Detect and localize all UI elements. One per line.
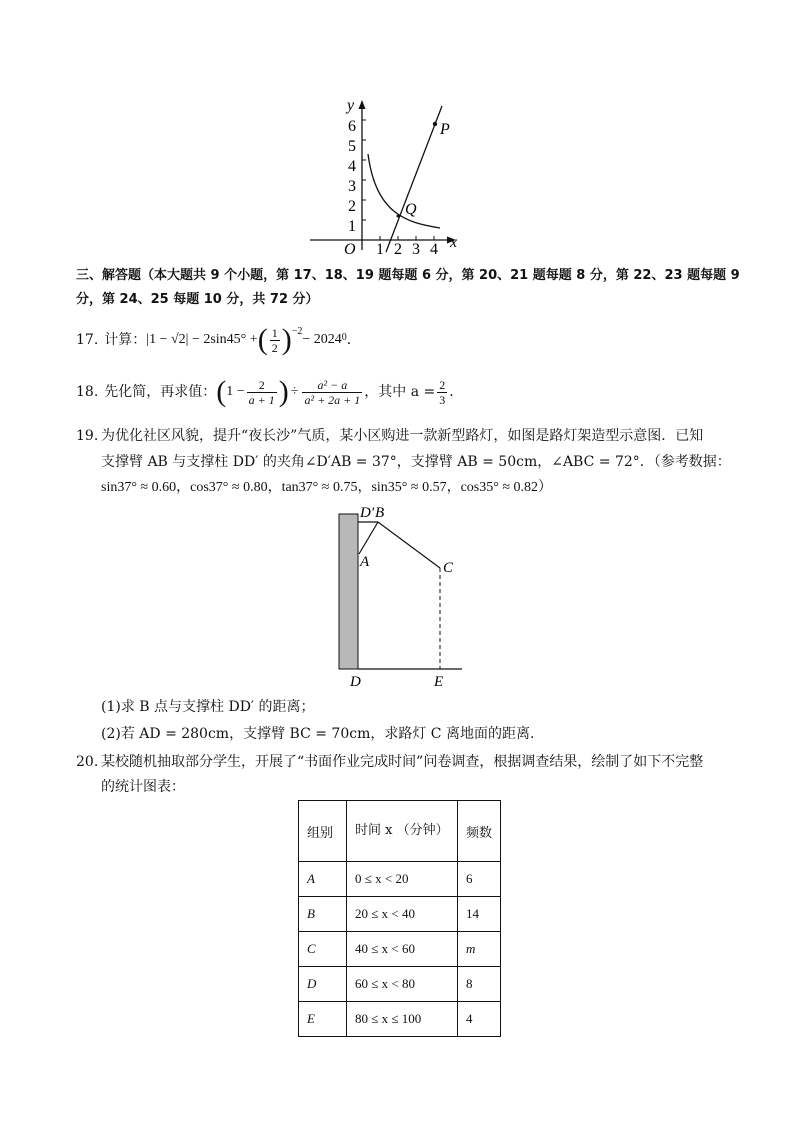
- line-pq: [386, 106, 442, 252]
- street-lamp-diagram: [330, 500, 470, 690]
- q18-number: 18.: [76, 384, 99, 400]
- table-cell: 60 ≤ x < 80: [347, 967, 458, 1002]
- table-header-row: [299, 801, 501, 862]
- table-header-cell: 组别: [299, 801, 347, 862]
- y-tick-label: 3: [348, 178, 356, 195]
- y-tick-label: 1: [348, 218, 356, 235]
- q17-expr-part1: |1 − √2| − 2sin45° +: [146, 332, 258, 347]
- label-c: C: [443, 560, 454, 576]
- q18-end: .: [449, 384, 454, 400]
- label-d-prime: D′: [360, 505, 375, 521]
- q17-fraction: $\frac{1}{2}$: [271, 325, 278, 355]
- table-cell: m: [458, 932, 501, 967]
- y-tick-label: 6: [348, 118, 356, 135]
- table-cell: E: [299, 1002, 347, 1037]
- q17-number: 17.: [76, 332, 99, 348]
- q19-line2: 支撑臂 AB 与支撑柱 DD′ 的夹角∠D′AB = 37°，支撑臂 AB = 50cm，∠ABC = 72°．（参考数据：: [101, 454, 731, 470]
- q19-line3: sin37° ≈ 0.60，cos37° ≈ 0.80，tan37° ≈ 0.75，sin35° ≈ 0.57，cos35° ≈ 0.82）: [101, 480, 553, 495]
- table-cell: 80 ≤ x ≤ 100: [347, 1002, 458, 1037]
- question-17: 17. 计算： |1 − √2| − 2sin45° + ( $\frac{1}{2}$ ) $^{-2}$ − 2024 0 .: [76, 323, 352, 356]
- function-graph: [300, 92, 480, 257]
- q19-sub1: (1)求 B 点与支撑柱 DD′ 的距离；: [101, 699, 315, 715]
- point-q-label: Q: [405, 201, 417, 218]
- table-row: [299, 862, 501, 897]
- section-three-header-line2: 分，第 24、25 每题 10 分，共 72 分）: [76, 292, 319, 307]
- y-axis-arrow: [359, 100, 366, 109]
- point-p-label: P: [440, 121, 450, 138]
- table-row: [299, 1002, 501, 1037]
- q17-exponent2: 0: [341, 332, 347, 343]
- table-cell: C: [299, 932, 347, 967]
- q17-exponent: −2: [291, 326, 303, 337]
- point-q-dot: [397, 215, 400, 218]
- table-cell: 0 ≤ x < 20: [347, 862, 458, 897]
- x-tick-label: 1: [376, 241, 384, 257]
- table-cell: 40 ≤ x < 60: [347, 932, 458, 967]
- x-tick-label: 3: [412, 241, 420, 257]
- q19-number: 19.: [76, 428, 99, 444]
- q18-divide: ÷: [290, 384, 299, 399]
- q18-prompt: 先化简，再求值：: [104, 384, 217, 400]
- origin-label: O: [344, 241, 356, 257]
- label-a: A: [360, 554, 370, 570]
- x-tick-label: 4: [430, 241, 438, 257]
- q18-fraction-3: $\frac{2}{3}$: [439, 377, 446, 407]
- table-cell: 6: [458, 862, 501, 897]
- q20-line2: 的统计图表：: [101, 779, 185, 795]
- hyperbola-curve: [368, 154, 440, 228]
- section-three-header-line1: 三、解答题（本大题共 9 个小题，第 17、18、19 题每题 6 分，第 20、21 题每题 8 分，第 22、23 题每题 9: [76, 268, 740, 283]
- label-d: D: [350, 674, 361, 690]
- x-axis-label: x: [450, 234, 458, 251]
- table-row: [299, 967, 501, 1002]
- q18-fraction-1: $\frac{2}{a + 1}$: [248, 377, 275, 407]
- point-p-dot: [433, 122, 437, 126]
- table-cell: B: [299, 897, 347, 932]
- question-18: 18. 先化简，再求值： ( 1 − $\frac{2}{a + 1}$ ) ÷ $\frac{\text{a² − a}}{\text{a² + 2a + 1}}$ ，其中 a = $\frac{2}{3}$ .: [76, 375, 454, 408]
- label-b: B: [375, 505, 385, 521]
- q17-end: .: [346, 332, 352, 348]
- support-pillar: [339, 514, 358, 669]
- q19-line1: 为优化社区风貌，提升“夜长沙”气质，某小区购进一款新型路灯，如图是路灯架造型示意图．已知: [101, 428, 704, 444]
- table-cell: 4: [458, 1002, 501, 1037]
- table-cell: 14: [458, 897, 501, 932]
- q20-line1: 某校随机抽取部分学生，开展了“书面作业完成时间”问卷调查，根据调查结果，绘制了如下不完整: [101, 754, 704, 770]
- q17-expr-part2: − 2024: [302, 332, 342, 347]
- y-tick-label: 2: [348, 198, 356, 215]
- table-cell: A: [299, 862, 347, 897]
- label-e: E: [434, 674, 444, 690]
- q18-one-minus: 1 −: [226, 384, 245, 399]
- table-row: [299, 932, 501, 967]
- table-cell: 20 ≤ x < 40: [347, 897, 458, 932]
- q19-sub2: (2)若 AD = 280cm，支撑臂 BC = 70cm，求路灯 C 离地面的距离.: [101, 726, 535, 742]
- table-cell: 8: [458, 967, 501, 1002]
- table-header-cell: 时间 x （分钟）: [347, 801, 458, 862]
- y-tick-label: 5: [348, 138, 356, 155]
- table-row: [299, 897, 501, 932]
- table-cell: D: [299, 967, 347, 1002]
- frequency-table: [298, 800, 501, 1037]
- q18-fraction-2: $\frac{\text{a² − a}}{\text{a² + 2a + 1}}$: [304, 377, 361, 407]
- y-tick-label: 4: [348, 158, 356, 175]
- table-header-cell: 频数: [458, 801, 501, 862]
- q17-prompt: 计算：: [104, 332, 147, 348]
- y-axis-label: y: [347, 97, 355, 114]
- arm-ab: [359, 522, 378, 554]
- x-tick-label: 2: [394, 241, 402, 257]
- q18-where: ，其中 a =: [364, 384, 436, 400]
- arm-bc: [378, 522, 440, 568]
- q20-number: 20.: [76, 754, 99, 770]
